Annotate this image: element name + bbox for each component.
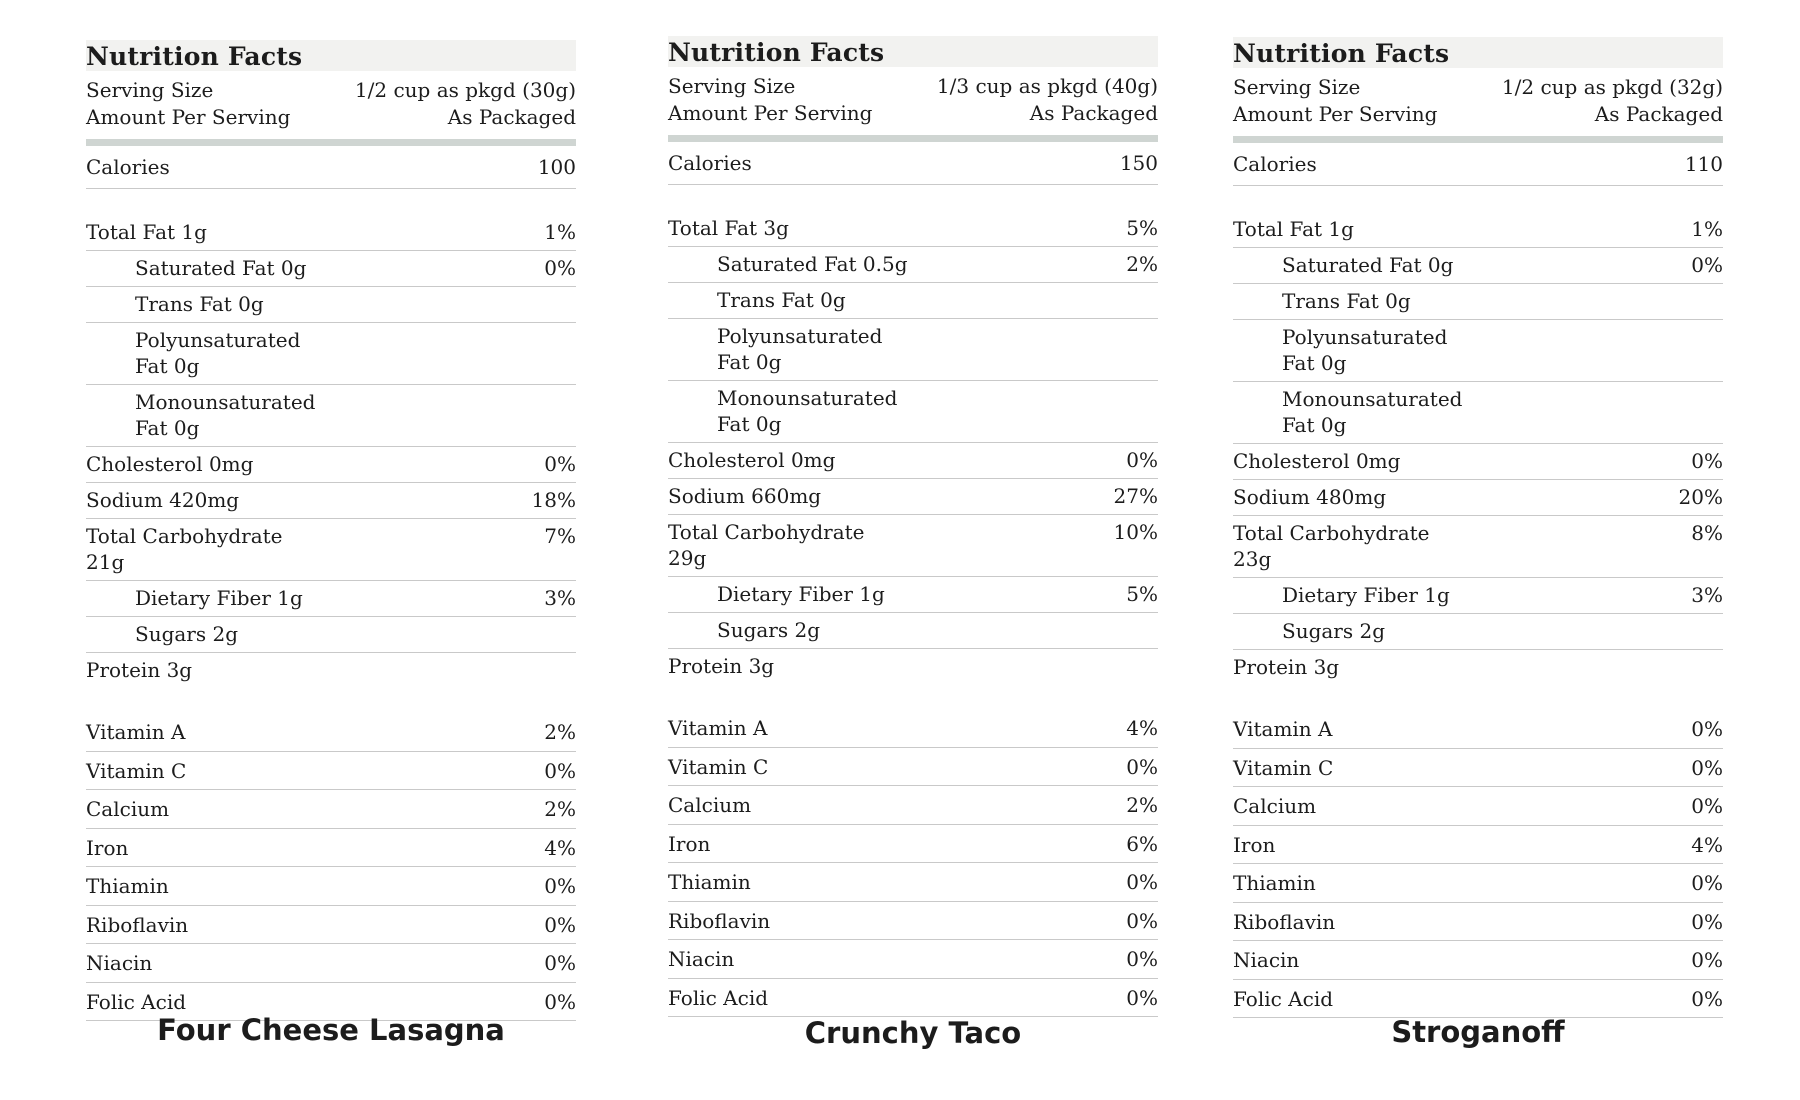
vitamin-row	[668, 825, 1158, 864]
section-gap	[86, 189, 576, 215]
calories-value: 100	[537, 155, 576, 179]
vitamin-row	[86, 829, 576, 868]
vitamin-label: Thiamin	[1233, 871, 1316, 895]
nutrient-label: Polyunsaturated Fat 0g	[1282, 325, 1448, 375]
vitamin-daily-value: 0%	[1126, 870, 1158, 894]
nutrient-daily-value: 0%	[544, 256, 576, 280]
nutrient-row	[86, 617, 576, 653]
vitamin-row	[86, 790, 576, 829]
serving-size-row	[668, 73, 1158, 100]
vitamin-row	[668, 979, 1158, 1018]
nutrient-label: Polyunsaturated Fat 0g	[135, 328, 301, 378]
nutrient-daily-value: 1%	[544, 220, 576, 244]
amount-label: Amount Per Serving	[86, 105, 291, 129]
amount-label: Amount Per Serving	[1233, 102, 1438, 126]
vitamin-daily-value: 4%	[1691, 832, 1723, 857]
nutrient-label: Saturated Fat 0g	[135, 256, 307, 280]
vitamin-daily-value: 0%	[1691, 871, 1723, 895]
vitamin-daily-value: 0%	[1691, 717, 1723, 741]
nutrient-row	[86, 215, 576, 251]
nutrient-label: Cholesterol 0mg	[86, 452, 254, 476]
nutrient-label: Cholesterol 0mg	[1233, 449, 1401, 473]
vitamin-label: Calcium	[86, 797, 170, 821]
nutrient-daily-value: 7%	[544, 524, 576, 548]
calories-label: Calories	[1233, 152, 1317, 176]
nutrition-facts-title: Nutrition Facts	[668, 36, 1158, 67]
nutrient-label: Sugars 2g	[1282, 619, 1386, 643]
vitamin-row	[668, 902, 1158, 941]
section-gap	[668, 685, 1158, 709]
nutrient-row	[86, 323, 576, 385]
vitamin-label: Thiamin	[86, 874, 169, 898]
nutrient-row	[668, 577, 1158, 613]
nutrition-facts-title: Nutrition Facts	[1233, 37, 1723, 68]
nutrient-label: Saturated Fat 0.5g	[717, 252, 908, 276]
nutrient-row	[668, 211, 1158, 247]
section-gap	[86, 689, 576, 713]
vitamin-label: Folic Acid	[668, 985, 769, 1010]
vitamin-daily-value: 4%	[544, 835, 576, 860]
vitamin-daily-value: 2%	[544, 720, 576, 744]
nutrient-daily-value: 10%	[1113, 520, 1158, 544]
nutrient-row	[86, 519, 576, 581]
nutrient-row	[1233, 578, 1723, 614]
nutrient-label: Sugars 2g	[135, 622, 239, 646]
vitamin-daily-value: 0%	[1691, 909, 1723, 934]
calories-value: 110	[1684, 152, 1723, 176]
nutrient-row	[86, 385, 576, 447]
nutrient-label: Trans Fat 0g	[135, 292, 264, 316]
nutrient-row	[86, 287, 576, 323]
vitamin-row	[86, 752, 576, 791]
nutrient-label: Polyunsaturated Fat 0g	[717, 324, 883, 374]
nutrient-row	[668, 443, 1158, 479]
nutrient-label: Dietary Fiber 1g	[717, 582, 885, 606]
calories-row	[86, 146, 576, 189]
nutrient-label: Monounsaturated Fat 0g	[1282, 387, 1463, 437]
nutrient-label: Dietary Fiber 1g	[135, 586, 303, 610]
vitamin-row	[1233, 749, 1723, 788]
amount-label: Amount Per Serving	[668, 101, 873, 125]
nutrient-row	[1233, 212, 1723, 248]
vitamin-row	[1233, 864, 1723, 903]
nutrient-row	[668, 649, 1158, 685]
nutrient-row	[668, 479, 1158, 515]
vitamin-row	[668, 709, 1158, 748]
nutrient-label: Cholesterol 0mg	[668, 448, 836, 472]
nutrient-row	[1233, 614, 1723, 650]
vitamin-daily-value: 0%	[1126, 947, 1158, 971]
serving-size-label: Serving Size	[86, 78, 214, 102]
nutrient-label: Monounsaturated Fat 0g	[135, 390, 316, 440]
nutrient-row	[1233, 284, 1723, 320]
vitamin-daily-value: 2%	[544, 797, 576, 821]
vitamin-label: Vitamin A	[668, 716, 768, 740]
nutrient-row	[668, 319, 1158, 381]
nutrient-row	[86, 447, 576, 483]
vitamin-daily-value: 6%	[1126, 831, 1158, 856]
serving-size-row	[1233, 74, 1723, 101]
nutrient-daily-value: 3%	[1691, 583, 1723, 607]
vitamin-row	[1233, 980, 1723, 1019]
vitamin-daily-value: 0%	[1126, 908, 1158, 933]
vitamin-daily-value: 0%	[1691, 948, 1723, 972]
nutrient-daily-value: 18%	[531, 488, 576, 512]
nutrient-row	[86, 483, 576, 519]
vitamin-daily-value: 0%	[544, 874, 576, 898]
vitamin-daily-value: 4%	[1126, 716, 1158, 740]
vitamin-label: Vitamin A	[1233, 717, 1333, 741]
nutrient-daily-value: 2%	[1126, 252, 1158, 276]
vitamin-row	[1233, 710, 1723, 749]
product-name: Stroganoff	[1391, 1015, 1565, 1049]
vitamin-daily-value: 0%	[544, 758, 576, 783]
thick-divider	[1233, 136, 1723, 143]
serving-size-value: 1/3 cup as pkgd (40g)	[936, 74, 1158, 98]
nutrient-label: Saturated Fat 0g	[1282, 253, 1454, 277]
serving-size-label: Serving Size	[668, 74, 796, 98]
vitamin-daily-value: 0%	[1691, 986, 1723, 1011]
vitamin-label: Niacin	[86, 951, 153, 975]
calories-row	[1233, 143, 1723, 186]
vitamin-label: Iron	[1233, 832, 1276, 857]
nutrient-row	[668, 381, 1158, 443]
vitamin-daily-value: 0%	[544, 912, 576, 937]
nutrient-label: Trans Fat 0g	[1282, 289, 1411, 313]
vitamin-row	[86, 906, 576, 945]
nutrient-label: Total Carbohydrate 29g	[668, 520, 865, 570]
serving-size-value: 1/2 cup as pkgd (32g)	[1501, 75, 1723, 99]
vitamin-daily-value: 0%	[1691, 794, 1723, 818]
vitamin-label: Riboflavin	[668, 908, 771, 933]
nutrient-label: Sodium 420mg	[86, 488, 240, 512]
serving-info	[1233, 74, 1723, 128]
vitamin-row	[86, 944, 576, 983]
amount-per-serving-row	[668, 100, 1158, 127]
calories-row	[668, 142, 1158, 185]
vitamin-label: Vitamin C	[86, 758, 187, 783]
nutrient-row	[668, 283, 1158, 319]
nutrient-label: Protein 3g	[668, 654, 775, 678]
nutrient-label: Dietary Fiber 1g	[1282, 583, 1450, 607]
vitamin-row	[86, 867, 576, 906]
vitamin-label: Folic Acid	[86, 989, 187, 1014]
nutrition-label-four-cheese-lasagna	[86, 40, 576, 1021]
serving-size-label: Serving Size	[1233, 75, 1361, 99]
thick-divider	[668, 135, 1158, 142]
nutrient-row	[1233, 480, 1723, 516]
nutrient-daily-value: 0%	[1691, 449, 1723, 473]
nutrient-row	[1233, 382, 1723, 444]
vitamin-row	[1233, 787, 1723, 826]
nutrient-label: Sugars 2g	[717, 618, 821, 642]
section-gap	[1233, 186, 1723, 212]
nutrition-label-stroganoff	[1233, 37, 1723, 1018]
nutrient-row	[86, 581, 576, 617]
nutrient-row	[1233, 516, 1723, 578]
vitamin-row	[1233, 826, 1723, 865]
nutrient-daily-value: 8%	[1691, 521, 1723, 545]
nutrient-label: Monounsaturated Fat 0g	[717, 386, 898, 436]
amount-value: As Packaged	[447, 105, 576, 129]
vitamin-label: Iron	[668, 831, 711, 856]
calories-label: Calories	[86, 155, 170, 179]
nutrient-daily-value: 20%	[1678, 485, 1723, 509]
nutrient-daily-value: 5%	[1126, 216, 1158, 240]
vitamin-row	[1233, 903, 1723, 942]
nutrient-row	[86, 251, 576, 287]
nutrient-label: Sodium 480mg	[1233, 485, 1387, 509]
nutrient-row	[86, 653, 576, 689]
vitamin-label: Riboflavin	[86, 912, 189, 937]
vitamin-daily-value: 0%	[1126, 754, 1158, 779]
vitamin-label: Vitamin C	[1233, 755, 1334, 780]
vitamin-daily-value: 0%	[1691, 755, 1723, 780]
nutrient-label: Total Fat 3g	[668, 216, 789, 240]
nutrient-daily-value: 27%	[1113, 484, 1158, 508]
amount-value: As Packaged	[1029, 101, 1158, 125]
vitamin-daily-value: 2%	[1126, 793, 1158, 817]
nutrient-label: Total Carbohydrate 23g	[1233, 521, 1430, 571]
nutrient-row	[1233, 320, 1723, 382]
vitamin-label: Folic Acid	[1233, 986, 1334, 1011]
vitamin-row	[668, 940, 1158, 979]
serving-info	[86, 77, 576, 131]
nutrient-daily-value: 1%	[1691, 217, 1723, 241]
nutrient-label: Total Fat 1g	[86, 220, 207, 244]
section-gap	[668, 185, 1158, 211]
vitamin-label: Vitamin C	[668, 754, 769, 779]
thick-divider	[86, 139, 576, 146]
nutrient-row	[668, 515, 1158, 577]
nutrient-label: Sodium 660mg	[668, 484, 822, 508]
nutrient-row	[1233, 444, 1723, 480]
amount-value: As Packaged	[1594, 102, 1723, 126]
vitamin-label: Iron	[86, 835, 129, 860]
nutrient-label: Total Carbohydrate 21g	[86, 524, 283, 574]
vitamin-daily-value: 0%	[1126, 985, 1158, 1010]
vitamin-label: Riboflavin	[1233, 909, 1336, 934]
calories-label: Calories	[668, 151, 752, 175]
vitamin-label: Niacin	[1233, 948, 1300, 972]
nutrient-daily-value: 5%	[1126, 582, 1158, 606]
vitamin-label: Calcium	[668, 793, 752, 817]
nutrient-row	[1233, 650, 1723, 686]
vitamin-row	[668, 748, 1158, 787]
vitamin-label: Vitamin A	[86, 720, 186, 744]
section-gap	[1233, 686, 1723, 710]
vitamin-row	[668, 863, 1158, 902]
nutrition-facts-title: Nutrition Facts	[86, 40, 576, 71]
amount-per-serving-row	[1233, 101, 1723, 128]
vitamin-daily-value: 0%	[544, 951, 576, 975]
calories-value: 150	[1119, 151, 1158, 175]
serving-size-value: 1/2 cup as pkgd (30g)	[354, 78, 576, 102]
nutrient-label: Protein 3g	[1233, 655, 1340, 679]
nutrient-daily-value: 0%	[1691, 253, 1723, 277]
vitamin-daily-value: 0%	[544, 989, 576, 1014]
vitamin-label: Niacin	[668, 947, 735, 971]
nutrient-label: Total Fat 1g	[1233, 217, 1354, 241]
vitamin-row	[668, 786, 1158, 825]
nutrient-label: Trans Fat 0g	[717, 288, 846, 312]
nutrient-row	[1233, 248, 1723, 284]
vitamin-label: Thiamin	[668, 870, 751, 894]
serving-info	[668, 73, 1158, 127]
nutrient-row	[668, 247, 1158, 283]
nutrient-daily-value: 0%	[1126, 448, 1158, 472]
amount-per-serving-row	[86, 104, 576, 131]
product-name: Crunchy Taco	[804, 1016, 1022, 1050]
vitamin-label: Calcium	[1233, 794, 1317, 818]
nutrient-daily-value: 0%	[544, 452, 576, 476]
nutrient-label: Protein 3g	[86, 658, 193, 682]
vitamin-row	[86, 713, 576, 752]
nutrient-row	[668, 613, 1158, 649]
product-name: Four Cheese Lasagna	[157, 1013, 505, 1047]
serving-size-row	[86, 77, 576, 104]
vitamin-row	[1233, 941, 1723, 980]
nutrient-daily-value: 3%	[544, 586, 576, 610]
nutrition-label-crunchy-taco	[668, 36, 1158, 1017]
